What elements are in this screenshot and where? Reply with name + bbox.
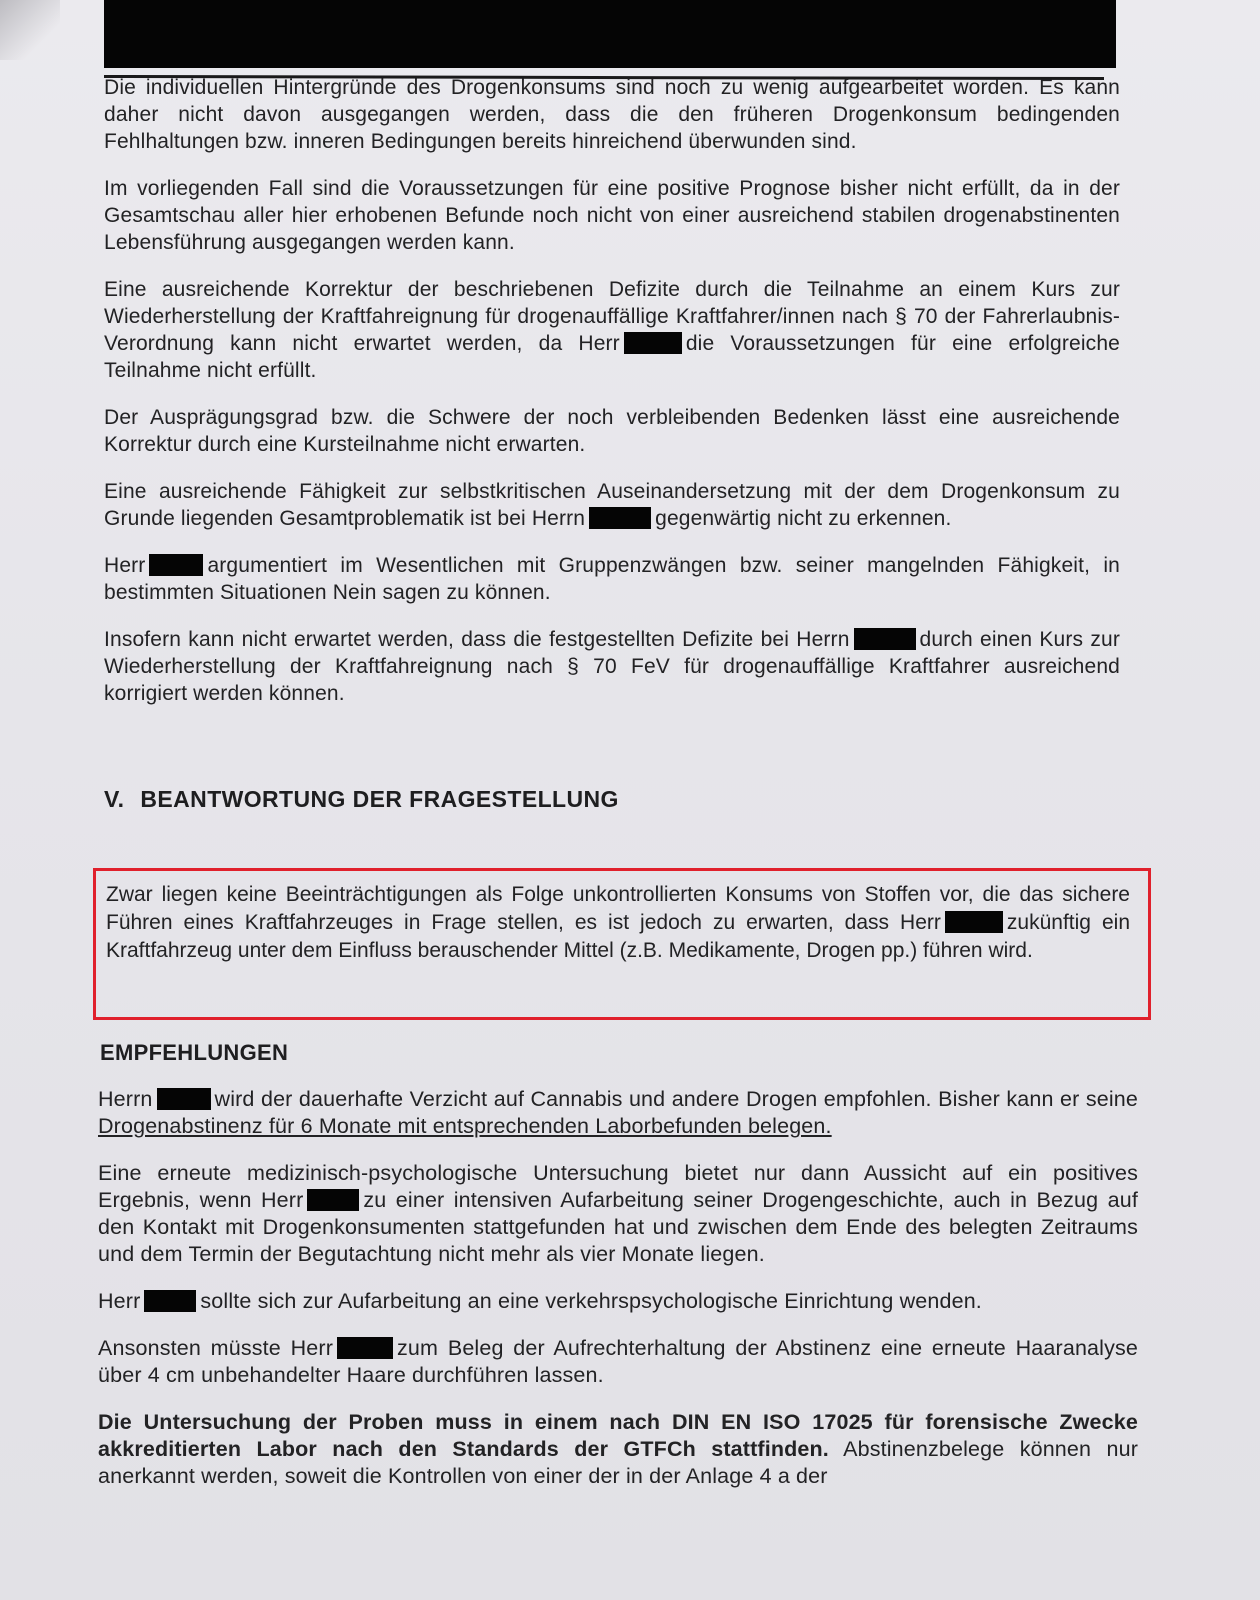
paragraph-5-text-after: gegenwärtig nicht zu erkennen. bbox=[655, 507, 952, 530]
assessment-text bbox=[104, 74, 1120, 727]
recommendation-3 bbox=[98, 1288, 1138, 1315]
paragraph-6 bbox=[104, 552, 1120, 606]
recommendation-3-text-after: sollte sich zur Aufarbeitung an eine verkehrspsychologische Einrichtung wenden. bbox=[200, 1289, 982, 1313]
paragraph-3-text-after: die Voraussetzungen für eine erfolgreiche Teilnahme nicht erfüllt. bbox=[104, 332, 1120, 382]
recommendation-2-text-before: Eine erneute medizinisch-psychologische Untersuchung bietet nur dann Aussicht auf ein positives Ergebnis, wenn Herr bbox=[98, 1161, 1138, 1212]
redacted-header-block bbox=[104, 0, 1116, 68]
paragraph-1 bbox=[104, 74, 1120, 155]
redacted-name bbox=[157, 1088, 211, 1110]
answer-text-before: Zwar liegen keine Beeinträchtigungen als Folge unkontrollierten Konsums von Stoffen vor, die das sichere Führen eines Kraftfahrzeuges in Frage stellen, es ist jedoch zu erwarten, dass Herr bbox=[106, 883, 1130, 934]
paragraph-6-text-before: Herr bbox=[104, 554, 146, 577]
highlighted-answer-box bbox=[93, 868, 1151, 1020]
paragraph-1-text: Die individuellen Hintergründe des Drogenkonsums sind noch zu wenig aufgearbeitet worden. Es kann daher nicht davon ausgegangen werden, dass die den früheren Drogenkonsum bedingenden Fehlhaltungen bzw. inneren Bedingungen bereits hinreichend überwunden sind. bbox=[104, 76, 1120, 153]
underlined-abstinence-note: Drogenabstinenz für 6 Monate mit entsprechenden Laborbefunden belegen. bbox=[98, 1114, 832, 1138]
redacted-name bbox=[144, 1290, 196, 1312]
paragraph-4-text: Der Ausprägungsgrad bzw. die Schwere der noch verbleibenden Bedenken lässt eine ausreichende Korrektur durch eine Kursteilnahme nicht erwarten. bbox=[104, 406, 1120, 456]
recommendation-5 bbox=[98, 1409, 1138, 1490]
page-corner-shadow bbox=[0, 0, 60, 60]
paragraph-2-text: Im vorliegenden Fall sind die Voraussetzungen für eine positive Prognose bisher nicht erfüllt, da in der Gesamtschau aller hier erhobenen Befunde noch nicht von einer ausreichend stabilen drogenabstinenten Lebensführung ausgegangen werden kann. bbox=[104, 177, 1120, 254]
paragraph-5 bbox=[104, 478, 1120, 532]
recommendation-1-text-before: Herrn bbox=[98, 1087, 153, 1111]
recommendations-heading: EMPFEHLUNGEN bbox=[100, 1040, 289, 1065]
redacted-name bbox=[337, 1337, 393, 1359]
recommendation-4-text-before: Ansonsten müsste Herr bbox=[98, 1336, 334, 1360]
recommendation-1 bbox=[98, 1086, 1138, 1140]
recommendations-text bbox=[98, 1086, 1138, 1510]
redacted-name bbox=[149, 554, 203, 576]
redacted-name bbox=[854, 628, 916, 650]
paragraph-5-text-before: Eine ausreichende Fähigkeit zur selbstkritischen Auseinandersetzung mit der dem Drogenkonsum zu Grunde liegenden Gesamtproblematik ist bei Herrn bbox=[104, 480, 1120, 530]
paragraph-7-text-before: Insofern kann nicht erwartet werden, dass die festgestellten Defizite bei Herrn bbox=[104, 628, 850, 651]
recommendation-3-text-before: Herr bbox=[98, 1289, 141, 1313]
section-heading bbox=[104, 786, 619, 813]
recommendation-2-text-after: zu einer intensiven Aufarbeitung seiner Drogengeschichte, auch in Bezug auf den Kontakt mit Drogenkonsumenten stattgefunden hat und zwischen dem Ende des belegten Zeitraums und dem Termin der Begutachtung nicht mehr als vier Monate liegen. bbox=[98, 1188, 1138, 1266]
recommendation-1-text-after: wird der dauerhafte Verzicht auf Cannabis und andere Drogen empfohlen. Bisher kann er seine bbox=[214, 1087, 1138, 1111]
redacted-name bbox=[945, 911, 1003, 933]
paragraph-6-text-after: argumentiert im Wesentlichen mit Gruppenzwängen bzw. seiner mangelnden Fähigkeit, in bestimmten Situationen Nein sagen zu können. bbox=[104, 554, 1120, 604]
paragraph-3-text-before: Eine ausreichende Korrektur der beschriebenen Defizite durch die Teilnahme an einem Kurs zur Wiederherstellung der Kraftfahreignung für drogenauffällige Kraftfahrer/innen nach § 70 der Fahrerlaubnis-Verordnung kann nicht erwartet werden, da Herr bbox=[104, 278, 1120, 355]
redacted-name bbox=[624, 332, 682, 354]
redacted-name bbox=[589, 507, 651, 529]
recommendation-4 bbox=[98, 1335, 1138, 1389]
paragraph-7-text-after: durch einen Kurs zur Wiederherstellung der Kraftfahreignung nach § 70 FeV für drogenauffällige Kraftfahrer ausreichend korrigiert werden können. bbox=[104, 628, 1120, 705]
section-number: V. bbox=[104, 786, 125, 812]
recommendation-4-text-after: zum Beleg der Aufrechterhaltung der Abstinenz eine erneute Haaranalyse über 4 cm unbehandelter Haare durchführen lassen. bbox=[98, 1336, 1138, 1387]
paragraph-2 bbox=[104, 175, 1120, 256]
recommendation-2 bbox=[98, 1160, 1138, 1268]
paragraph-4 bbox=[104, 404, 1120, 458]
paragraph-3 bbox=[104, 276, 1120, 384]
recommendation-5-text-after: Abstinenzbelege können nur anerkannt werden, soweit die Kontrollen von einer der in der Anlage 4 a der bbox=[98, 1437, 1138, 1488]
section-title: BEANTWORTUNG DER FRAGESTELLUNG bbox=[140, 786, 619, 812]
lab-requirement-bold: Die Untersuchung der Proben muss in einem nach DIN EN ISO 17025 für forensische Zwecke akkreditierten Labor nach den Standards der GTFCh stattfinden. bbox=[98, 1410, 1138, 1461]
answer-text-after: zukünftig ein Kraftfahrzeug unter dem Einfluss berauschender Mittel (z.B. Medikamente, Drogen pp.) führen wird. bbox=[106, 911, 1130, 962]
answer-text bbox=[106, 881, 1130, 965]
paragraph-7 bbox=[104, 626, 1120, 707]
redacted-name bbox=[307, 1189, 359, 1211]
